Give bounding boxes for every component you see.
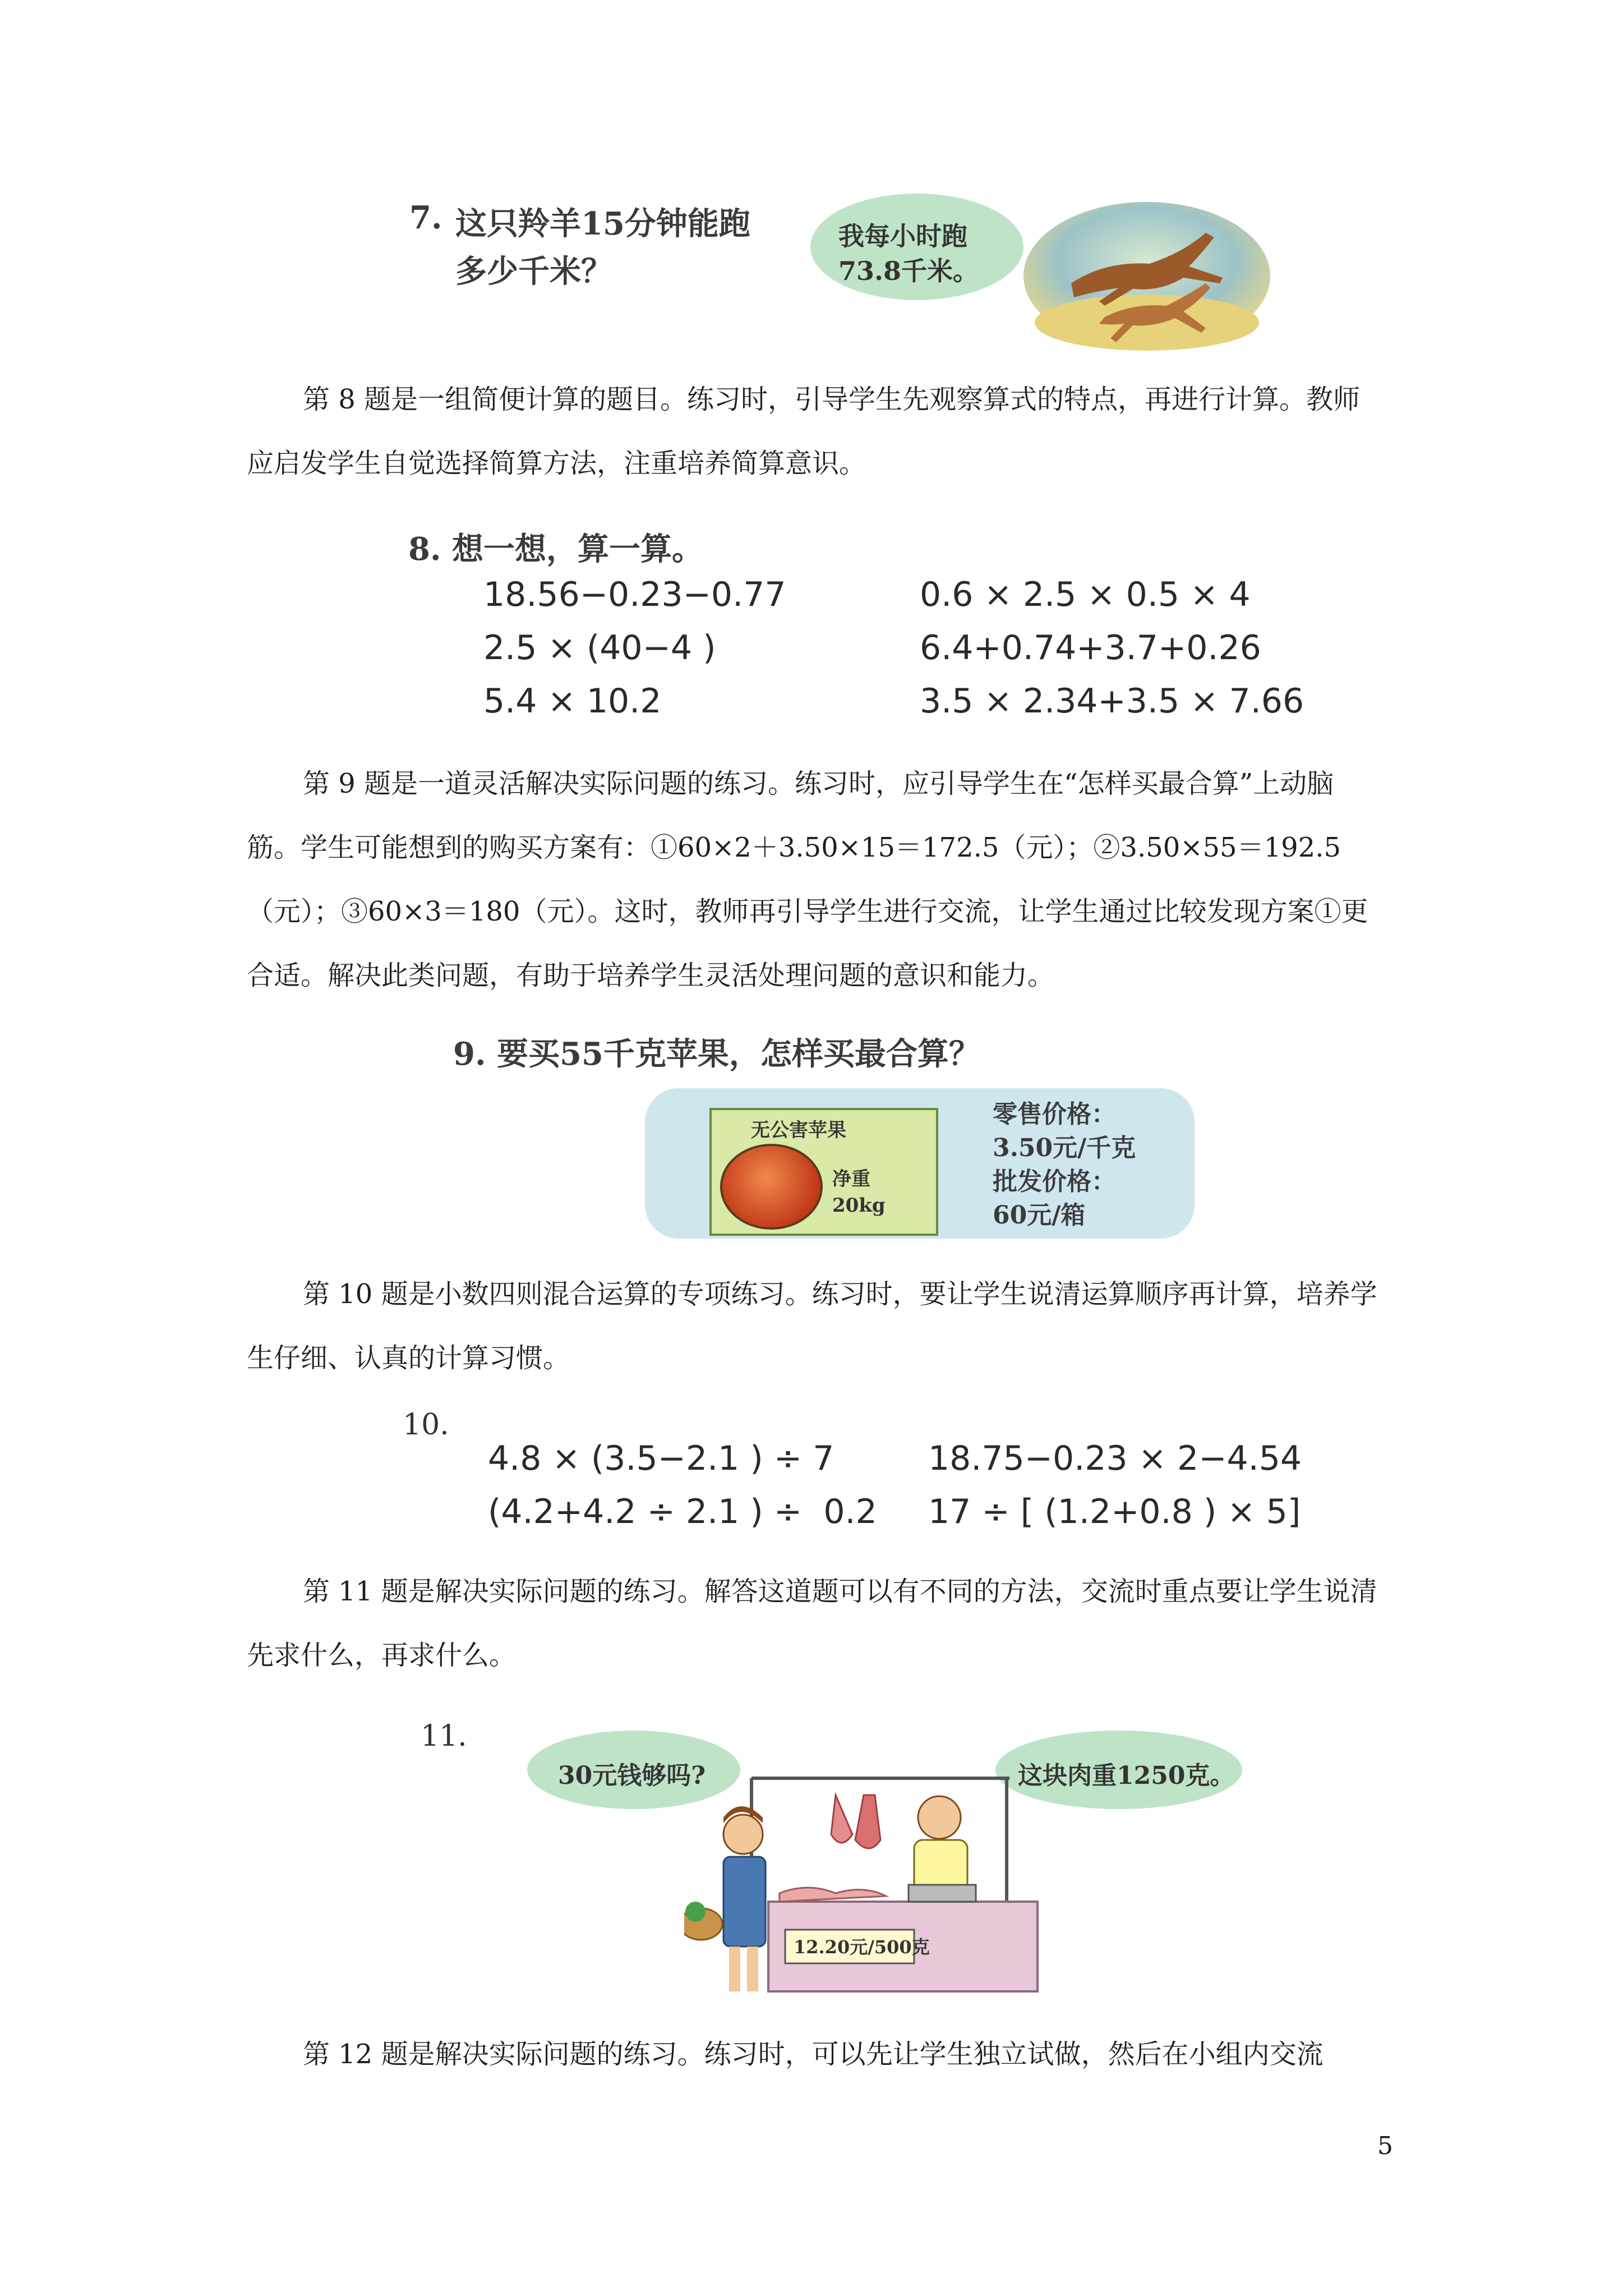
q7-bubble-line2: 73.8千米。 <box>838 256 979 286</box>
q7-line1: 这只羚羊15分钟能跑 <box>455 205 750 242</box>
paragraph-q12: 第 12 题是解决实际问题的练习。练习时，可以先让学生独立试做，然后在小组内交流 <box>303 2039 1324 2070</box>
q10-expr-3: (4.2+4.2 ÷ 2.1 ) ÷ 0.2 <box>488 1492 877 1531</box>
q11-label: 11. <box>421 1719 467 1753</box>
paragraph-q9: 第 9 题是一道灵活解决实际问题的练习。练习时，应引导学生在“怎样买最合算”上动脑筋。学生可能想到的购买方案有：①60×2＋3.50×15＝172.5（元）；②3.50×55＝192.5（元）；③60×3＝180（元）。这时，教师再引导学生进行交流，让学生通过比较发现方案①更合适。解决此类问题，有助于培养学生灵活处理问题的意识和能力。 <box>247 768 1368 991</box>
q7-line2: 多少千米？ <box>455 253 612 290</box>
apple-box <box>709 1108 938 1236</box>
wholesale-label: 批发价格： <box>993 1167 1116 1196</box>
wholesale-price: 60元/箱 <box>993 1201 1086 1230</box>
price-tag-text: 12.20元/500克 <box>794 1936 930 1958</box>
q8-expr-1: 18.56−0.23−0.77 <box>483 575 786 614</box>
net-weight-label: 净重 <box>832 1168 870 1190</box>
q7-speech-bubble <box>810 194 1023 300</box>
q8-expr-2: 0.6 × 2.5 × 0.5 × 4 <box>920 575 1251 614</box>
paragraph-q8: 第 8 题是一组简便计算的题目。练习时，引导学生先观察算式的特点，再进行计算。教师应启发学生自觉选择简算方法，注重培养简算意识。 <box>247 384 1361 479</box>
apple-icon <box>720 1144 823 1230</box>
q8-expr-5: 5.4 × 10.2 <box>483 682 662 721</box>
net-weight-value: 20kg <box>832 1194 886 1217</box>
q10-expr-2: 18.75−0.23 × 2−4.54 <box>928 1439 1302 1478</box>
q11-bubble-right-text: 这块肉重1250克。 <box>1018 1761 1235 1790</box>
retail-price: 3.50元/千克 <box>993 1134 1136 1162</box>
q8-expr-3: 2.5 × (40−4 ) <box>483 628 716 668</box>
q8-expr-6: 3.5 × 2.34+3.5 × 7.66 <box>920 682 1304 721</box>
q11-bubble-left-text: 30元钱够吗? <box>558 1761 706 1790</box>
q8-title: 8. 想一想，算一算。 <box>408 531 703 568</box>
paragraph-q10: 第 10 题是小数四则混合运算的专项练习。练习时，要让学生说清运算顺序再计算，培养学生仔细、认真的计算习惯。 <box>247 1278 1377 1374</box>
butcher-stall-illustration <box>684 1756 1043 2003</box>
q7-label: 7. <box>409 199 442 236</box>
q10-expr-1: 4.8 × (3.5−2.1 ) ÷ 7 <box>488 1439 834 1478</box>
q8-expr-4: 6.4+0.74+3.7+0.26 <box>920 628 1261 668</box>
antelope-illustration <box>1021 199 1273 353</box>
q9-title: 9. 要买55千克苹果，怎样买最合算？ <box>453 1036 980 1073</box>
apple-box-label: 无公害苹果 <box>751 1119 846 1142</box>
retail-label: 零售价格： <box>993 1100 1116 1129</box>
q10-label: 10. <box>403 1408 449 1442</box>
paragraph-q11: 第 11 题是解决实际问题的练习。解答这道题可以有不同的方法，交流时重点要让学生说清先求什么，再求什么。 <box>247 1576 1377 1671</box>
q10-expr-4: 17 ÷ [ (1.2+0.8 ) × 5] <box>928 1492 1301 1531</box>
page-number: 5 <box>1377 2132 1393 2160</box>
q7-bubble-line1: 我每小时跑 <box>838 221 967 251</box>
